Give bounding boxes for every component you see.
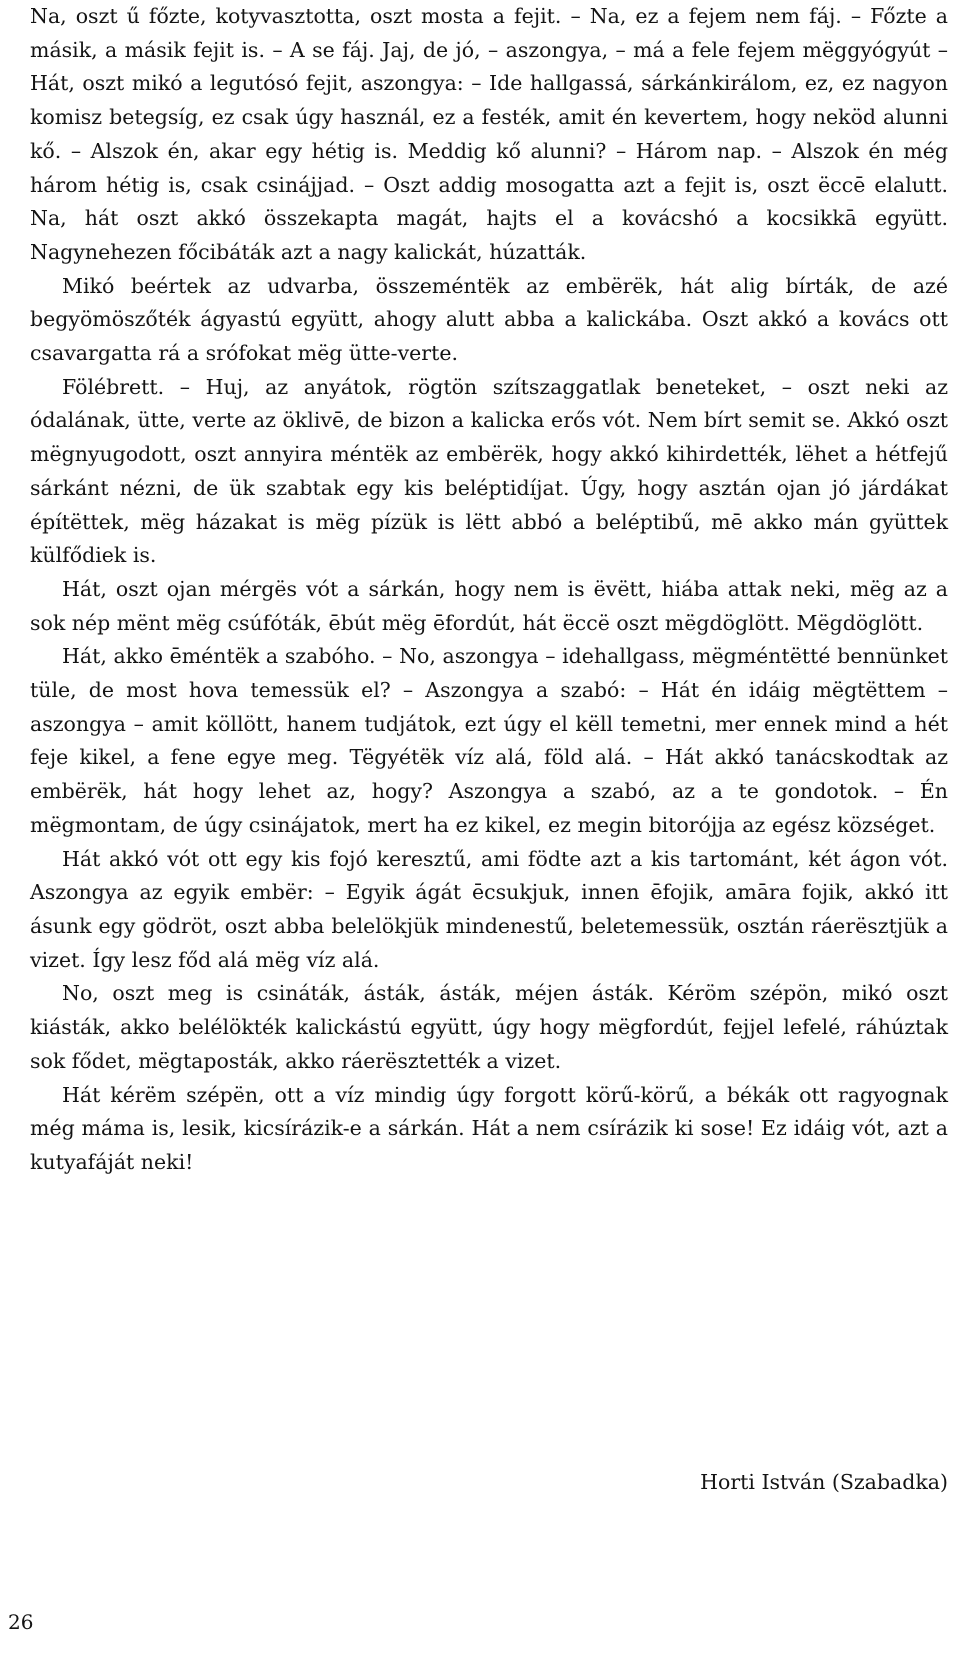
paragraph-3: Fölébrett. – Huj, az anyátok, rögtön szítszaggatlak beneteket, – oszt neki az ódalának, ütte, verte az öklivē, de bizon a kalicka erős vót. Nem bírt semit se. Akkó oszt mëgnyugodott, oszt annyira méntëk az embërëk, hogy akkó kihirdették, lëhet a hétfejű sárkánt nézni, de ük szabtak egy kis beléptidíjat. Úgy, hogy asztán ojan jó járdákat építëttek, mëg házakat is mëg pízük is lëtt abbó a beléptibű, mē akko mán gyüttek külfődiek is. [30, 374, 948, 568]
page-number: 26 [8, 1610, 34, 1634]
paragraph-5: Hát, akko ēméntëk a szabóho. – No, aszongya – idehallgass, mëgméntëtté bennünket tüle, de most hova temessük el? – Aszongya a szabó: – Hát én idáig mëgtëttem – aszongya – amit köllött, hanem tudjátok, ezt úgy el këll temetni, mer ennek mind a hét feje kikel, a fene egye meg. Tëgyétëk víz alá, föld alá. – Hát akkó tanácskodtak az embërëk, hát hogy lehet az, hogy? Aszongya a szabó, az a te gondotok. – Én mëgmontam, de úgy csinájatok, mert ha ez kikel, ez megin bitorójja az egész községet. [30, 644, 948, 837]
paragraph-6: Hát akkó vót ott egy kis fojó keresztű, ami födte azt a kis tartománt, két ágon vót. Aszongya az egyik embër: – Egyik ágát ēcsukjuk, innen ēfojik, amāra fojik, akkó itt ásunk egy gödröt, oszt abba belelökjük mindenestű, beletemessük, osztán ráerësztjük a vizet. Így lesz főd alá mëg víz alá. [30, 846, 948, 972]
paragraph-4: Hát, oszt ojan mérgës vót a sárkán, hogy nem is ëvëtt, hiába attak neki, mëg az a sok nép mënt mëg csúfóták, ēbút mëg ēfordút, hát ëccë oszt mëgdöglött. Mëgdöglött. [30, 576, 948, 635]
paragraph-1: Na, oszt ű főzte, kotyvasztotta, oszt mosta a fejit. – Na, ez a fejem nem fáj. – Főzte a másik, a másik fejit is. – A se fáj. Jaj, de jó, – aszongya, – má a fele fejem mëggyógyút – Hát, oszt mikó a legutósó fejit, aszongya: – Ide hallgassá, sárkánkirálom, ez, ez nagyon komisz betegsíg, ez csak úgy használ, ez a festék, amit én kevertem, hogy neköd alunni kő. – Alszok én, akar egy hétig is. Meddig kő alunni? – Három nap. – Alszok én még három hétig is, csak csinájjad. – Oszt addig mosogatta azt a fejit is, oszt ëccē elalutt. Na, hát oszt akkó összekapta magát, hajts el a kovácshó a kocsikkā együtt. Nagynehezen főcibáták azt a nagy kalickát, húzatták. [30, 4, 948, 264]
paragraph-2: Mikó beértek az udvarba, összeméntëk az embërëk, hát alig bírták, de azé begyömöszőték ágyastú együtt, ahogy alutt abba a kalickába. Oszt akkó a kovács ott csavargatta rá a srófokat mëg ütte-verte. [30, 273, 948, 366]
paragraph-8: Hát kérëm szépën, ott a víz mindig úgy forgott körű-körű, a békák ott ragyognak még máma is, lesik, kicsírázik-e a sárkán. Hát a nem csírázik ki sose! Ez idáig vót, azt a kutyafáját neki! [30, 1082, 948, 1174]
paragraph-7: No, oszt meg is csináták, ásták, ásták, méjen ásták. Kéröm szépön, mikó oszt kiásták, akko belélökték kalickástú együtt, úgy hogy mëgfordút, fejjel lefelé, ráhúztak sok fődet, mëgtaposták, akko ráerësztették a vizet. [30, 981, 948, 1073]
author-signature: Horti István (Szabadka) [700, 1470, 948, 1494]
text-column [30, 0, 948, 1494]
